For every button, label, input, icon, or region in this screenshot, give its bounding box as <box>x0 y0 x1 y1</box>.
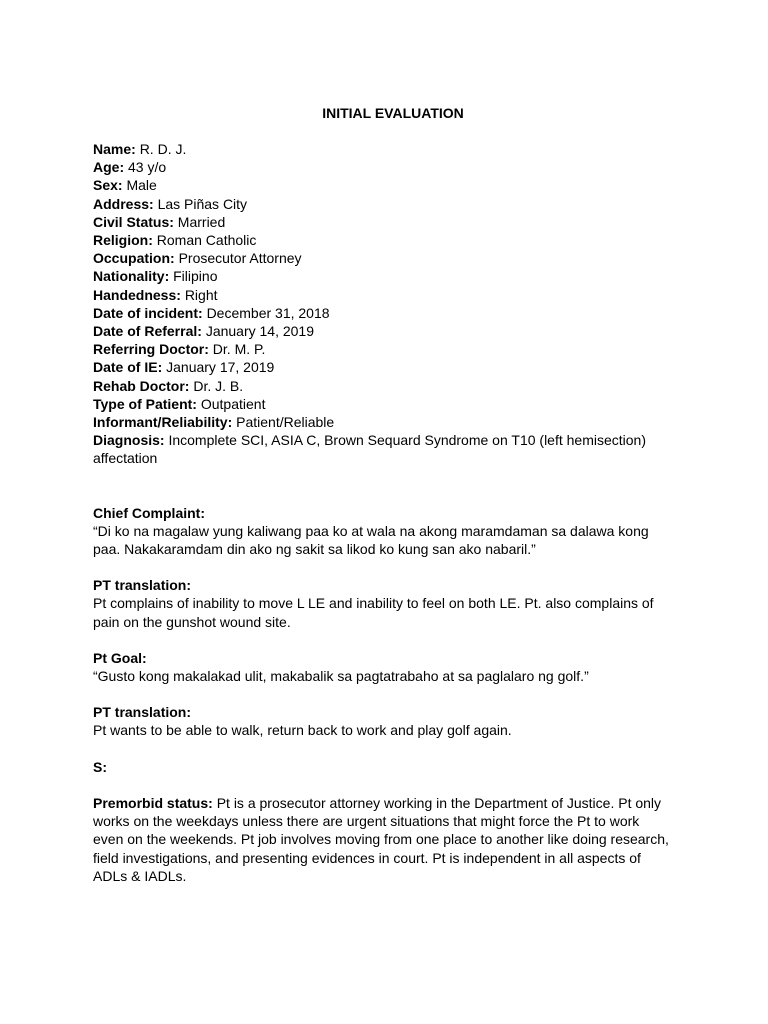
field-address <box>93 195 673 213</box>
field-value: Roman Catholic <box>156 232 257 249</box>
field-nationality <box>93 267 673 285</box>
field-label: Rehab Doctor: <box>93 377 190 394</box>
section-text: Pt is a prosecutor attorney working in the Department of Justice. Pt only works on the weekdays unless there are urgent situations that might force the Pt to work even on the weekends. Pt job involves moving from one place to another like doing research, field investigations, and presenting evidences in court. Pt is independent in all aspects of ADLs & IADLs. <box>93 794 669 884</box>
section-label: Chief Complaint: <box>93 504 205 521</box>
s-heading: S: <box>93 758 107 775</box>
field-value: Married <box>177 213 226 230</box>
field-civil-status <box>93 213 673 231</box>
field-age <box>93 158 673 176</box>
field-value: Outpatient <box>200 395 266 412</box>
pt-translation-section <box>93 576 673 631</box>
field-informant-reliability <box>93 413 673 431</box>
field-label: Type of Patient: <box>93 395 197 412</box>
field-label: Nationality: <box>93 268 170 285</box>
field-date-of-incident <box>93 304 673 322</box>
field-label: Name: <box>93 141 136 157</box>
field-value: Male <box>126 177 157 194</box>
field-value: Patient/Reliable <box>236 414 335 431</box>
field-label: Address: <box>93 195 154 212</box>
field-label: Date of incident: <box>93 304 203 321</box>
field-value: Dr. M. P. <box>212 341 266 358</box>
section-text: “Di ko na magalaw yung kaliwang paa ko at wala na akong maramdaman sa dalawa kong paa. Nakakaramdam din ako ng sakit sa likod ko kung san ako nabaril.” <box>93 522 649 558</box>
chief-complaint-section <box>93 504 673 559</box>
section-label: Premorbid status: <box>93 794 213 811</box>
field-diagnosis <box>93 431 673 467</box>
field-occupation <box>93 249 673 267</box>
section-label: PT translation: <box>93 577 192 594</box>
field-value: R. D. J. <box>139 141 187 157</box>
field-value: January 14, 2019 <box>205 323 315 340</box>
field-date-of-referral <box>93 322 673 340</box>
field-type-of-patient <box>93 395 673 413</box>
section-text: Pt complains of inability to move L LE and inability to feel on both LE. Pt. also complains of pain on the gunshot wound site. <box>93 595 654 630</box>
s-section <box>93 758 673 776</box>
field-label: Handedness: <box>93 286 181 303</box>
pt-translation-goal-section <box>93 703 673 739</box>
field-handedness <box>93 286 673 304</box>
document-title: INITIAL EVALUATION <box>322 105 464 121</box>
field-value: 43 y/o <box>128 159 167 176</box>
document-content <box>93 104 673 885</box>
section-text: Pt wants to be able to walk, return back to work and play golf again. <box>93 722 512 739</box>
field-label: Age: <box>93 159 125 176</box>
section-text: “Gusto kong makalakad ulit, makabalik sa pagtatrabaho at sa paglalaro ng golf.” <box>93 668 589 685</box>
field-sex <box>93 176 673 194</box>
field-value: Right <box>184 286 218 303</box>
pt-goal-section <box>93 649 673 685</box>
field-label: Occupation: <box>93 250 175 267</box>
patient-info <box>93 140 673 468</box>
field-label: Diagnosis: <box>93 432 165 449</box>
premorbid-status-section <box>93 794 673 885</box>
field-label: Date of Referral: <box>93 323 202 340</box>
field-referring-doctor <box>93 340 673 358</box>
field-label: Civil Status: <box>93 213 174 230</box>
field-value: Dr. J. B. <box>193 377 244 394</box>
section-label: PT translation: <box>93 704 192 721</box>
field-rehab-doctor <box>93 377 673 395</box>
premorbid-paragraph <box>93 794 673 885</box>
field-value: December 31, 2018 <box>206 304 330 321</box>
field-label: Religion: <box>93 232 153 249</box>
field-value: Incomplete SCI, ASIA C, Brown Sequard Syndrome on T10 (left hemisection) affectation <box>93 432 646 467</box>
field-date-of-ie <box>93 358 673 376</box>
field-religion <box>93 231 673 249</box>
field-name <box>93 140 673 158</box>
field-value: Filipino <box>173 268 218 285</box>
field-value: Las Piñas City <box>157 195 248 212</box>
field-label: Sex: <box>93 177 123 194</box>
field-label: Referring Doctor: <box>93 341 209 358</box>
field-label: Date of IE: <box>93 359 163 376</box>
field-label: Informant/Reliability: <box>93 414 233 431</box>
section-label: Pt Goal: <box>93 649 147 666</box>
field-value: Prosecutor Attorney <box>178 250 302 267</box>
field-value: January 17, 2019 <box>166 359 275 376</box>
